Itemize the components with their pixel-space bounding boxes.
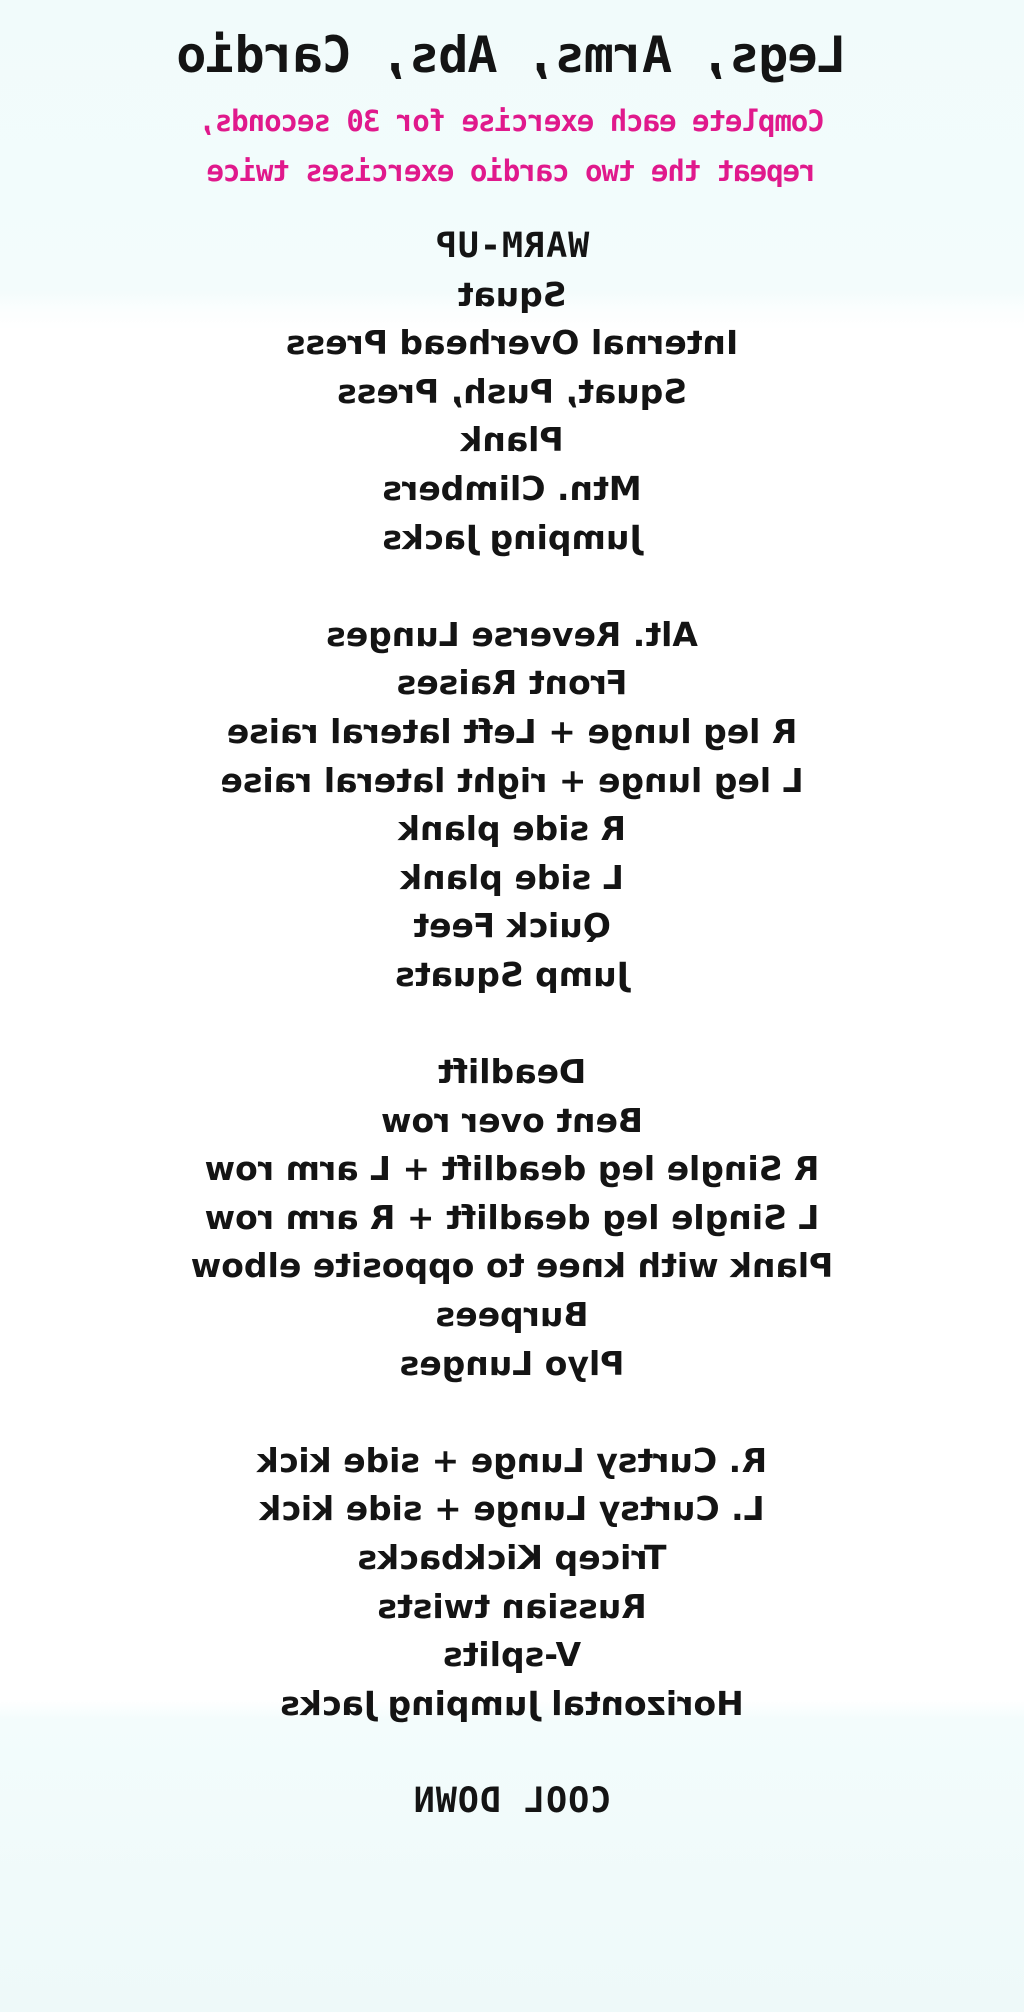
circuit-1-item: Quick Feet — [413, 906, 611, 946]
circuit-1-item: Front Raises — [396, 663, 628, 703]
warmup-item: Jumping Jacks — [382, 517, 642, 557]
subtitle-line-2: repeat the two cardio exercises twice — [207, 154, 817, 188]
warmup-item: Squat, Push, Press — [337, 371, 687, 411]
circuit-1-item: R leg lunge + Left lateral raise — [226, 711, 798, 751]
circuit-3-item: L. Curtsy Lunge + side kick — [259, 1489, 765, 1529]
circuit-2-item: R Single leg deadlift + L arm row — [204, 1149, 820, 1189]
circuit-1-item: Alt. Reverse Lunges — [326, 614, 698, 654]
circuit-1-item: R side plank — [398, 809, 626, 849]
circuit-3-item: Tricep Kickbacks — [357, 1538, 667, 1578]
circuit-3-item: Horizontal Jumping Jacks — [280, 1683, 744, 1723]
subtitle-line-1: Complete each exercise for 30 seconds, — [199, 104, 825, 138]
circuit-2-item: Plank with knee to opposite elbow — [190, 1246, 834, 1286]
warmup-heading: WARM-UP — [434, 226, 590, 266]
circuit-1-item: L leg lunge + right lateral raise — [220, 760, 804, 800]
circuit-3-item: V-splits — [442, 1635, 582, 1675]
circuit-3-item: R. Curtsy Lunge + side kick — [256, 1440, 768, 1480]
circuit-2-item: Plyo Lunges — [399, 1343, 625, 1383]
warmup-item: Plank — [460, 420, 564, 460]
section-gap — [0, 562, 1024, 611]
section-gap — [0, 1728, 1024, 1777]
section-gap — [0, 1388, 1024, 1437]
circuit-2-item: L Single leg deadlift + R arm row — [204, 1197, 820, 1237]
warmup-item: Mtn. Climbers — [382, 468, 642, 508]
circuit-2-item: Bent over row — [380, 1100, 644, 1140]
exercise-list — [0, 222, 1024, 1826]
page-title: Legs, Arms, Abs, Cardio — [177, 26, 847, 84]
warmup-item: Internal Overhead Press — [285, 323, 739, 363]
circuit-1-item: Jump Squats — [395, 954, 629, 994]
warmup-item: Squat — [457, 274, 567, 314]
circuit-2-item: Burpees — [435, 1295, 589, 1335]
circuit-3-item: Russian twists — [377, 1586, 647, 1626]
section-gap — [0, 1000, 1024, 1049]
circuit-1-item: L side plank — [400, 857, 624, 897]
circuit-2-item: Deadlift — [437, 1052, 587, 1092]
cooldown-heading: COOL DOWN — [412, 1781, 612, 1821]
